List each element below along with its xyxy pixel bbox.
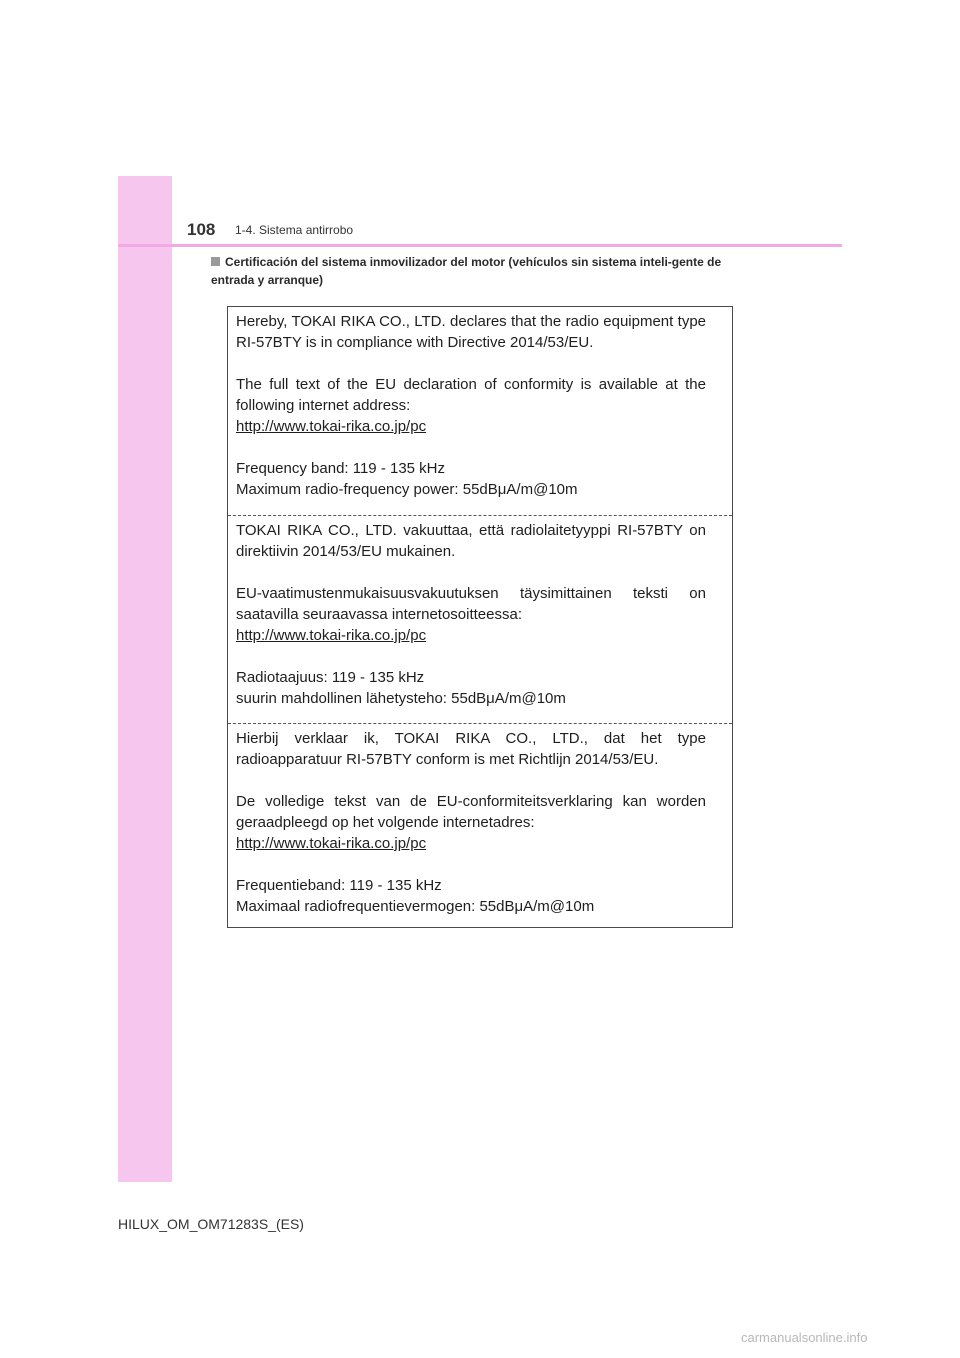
declaration-power: Maximum radio-frequency power: 55dBμA/m@10m [236,481,578,498]
declaration-statement: TOKAI RIKA CO., LTD. vakuuttaa, että radiolaitetyyppi RI-57BTY on direktiivin 2014/53/EU mukainen. [236,522,706,560]
declaration-fulltext-line1: EU-vaatimustenmukaisuusvakuutuksen täysimittainen teksti on [236,585,706,602]
header-rule [118,244,842,247]
declaration-fulltext-line2: following internet address: [236,397,411,414]
subheading-text: Certificación del sistema inmovilizador del motor (vehículos sin sistema inteli-gente de entrada y arranque) [211,255,722,287]
declaration-statement: Hierbij verklaar ik, TOKAI RIKA CO., LTD., dat het type radioapparatuur RI-57BTY conform is met Richtlijn 2014/53/EU. [236,730,706,768]
section-title: 1-4. Sistema antirrobo [235,223,354,237]
square-bullet-icon [211,257,220,266]
declaration-url-link[interactable]: http://www.tokai-rika.co.jp/pc [236,418,427,435]
page-number: 108 [187,220,216,239]
side-tab-bar [118,176,172,1182]
declaration-box [227,306,733,928]
declaration-url-link[interactable]: http://www.tokai-rika.co.jp/pc [236,835,427,852]
declaration-fulltext-line2: geraadpleegd op het volgende internetadres: [236,814,535,831]
declaration-power: suurin mahdollinen lähetysteho: 55dBμA/m@10m [236,690,566,707]
declaration-frequency: Frequentieband: 119 - 135 kHz [236,877,442,894]
declaration-english [228,307,732,515]
subheading [211,253,751,289]
declaration-frequency: Frequency band: 119 - 135 kHz [236,460,446,477]
declaration-fulltext-line2: saatavilla seuraavassa internetosoitteessa: [236,606,522,623]
declaration-url-link[interactable]: http://www.tokai-rika.co.jp/pc [236,627,427,644]
declaration-power: Maximaal radiofrequentievermogen: 55dBμA/m@10m [236,898,595,915]
declaration-finnish [228,515,732,723]
declaration-dutch [228,723,732,927]
declaration-fulltext-line1: De volledige tekst van de EU-conformiteitsverklaring kan worden [236,793,706,810]
declaration-fulltext-line1: The full text of the EU declaration of conformity is available at the [236,376,706,393]
declaration-statement: Hereby, TOKAI RIKA CO., LTD. declares that the radio equipment type RI-57BTY is in compliance with Directive 2014/53/EU. [236,313,706,351]
watermark: carmanualsonline.info [741,1330,868,1345]
footer-doc-code: HILUX_OM_OM71283S_(ES) [118,1216,304,1232]
declaration-frequency: Radiotaajuus: 119 - 135 kHz [236,669,425,686]
